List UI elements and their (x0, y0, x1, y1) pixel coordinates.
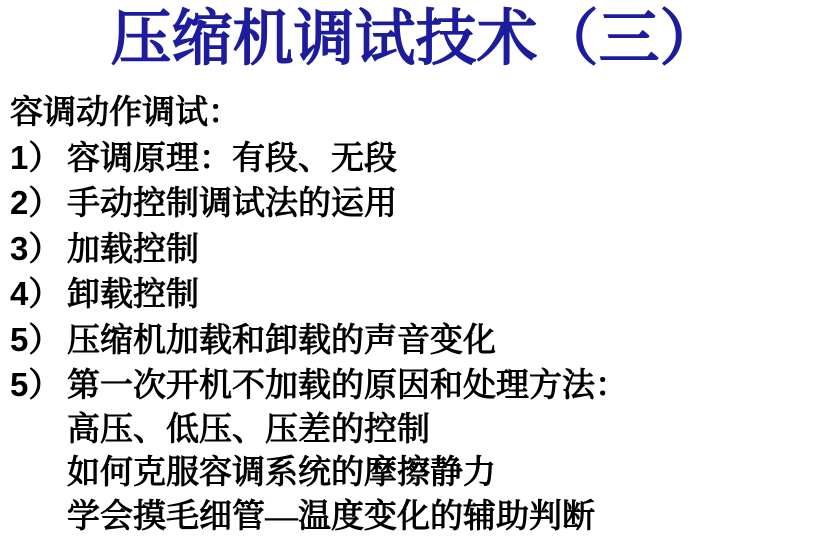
list-item-2 (10, 181, 831, 227)
list-subitem-3 (10, 496, 831, 540)
slide-body (0, 73, 831, 539)
list-item-6 (10, 363, 831, 409)
item-text: 卸载控制 (67, 277, 199, 313)
slide-title: 压缩机调试技术（三） (110, 6, 721, 73)
body-heading: 容调动作调试： (10, 95, 241, 131)
list-subitem-1 (10, 409, 831, 453)
list-item-1 (10, 136, 831, 182)
item-text: 容调原理：有段、无段 (67, 140, 397, 177)
list-item-4 (10, 272, 831, 318)
item-number: 5） (10, 320, 62, 358)
list-item-5 (10, 318, 831, 364)
item-text: 如何克服容调系统的摩擦静力 (67, 455, 496, 491)
item-number: 5） (10, 366, 62, 403)
item-text: 学会摸毛细管—温度变化的辅助判断 (67, 498, 595, 535)
list-item-3 (10, 227, 831, 273)
item-text: 手动控制调试法的运用 (67, 186, 397, 222)
item-text: 第一次开机不加载的原因和处理方法： (67, 368, 628, 404)
list-subitem-2 (10, 452, 831, 496)
item-number: 4） (10, 275, 62, 312)
item-number: 1） (10, 138, 62, 176)
item-text: 压缩机加载和卸载的声音变化 (67, 322, 496, 359)
item-number: 3） (10, 229, 62, 267)
item-text: 加载控制 (67, 231, 199, 268)
item-number: 2） (10, 184, 62, 221)
item-text: 高压、低压、压差的控制 (67, 411, 430, 448)
